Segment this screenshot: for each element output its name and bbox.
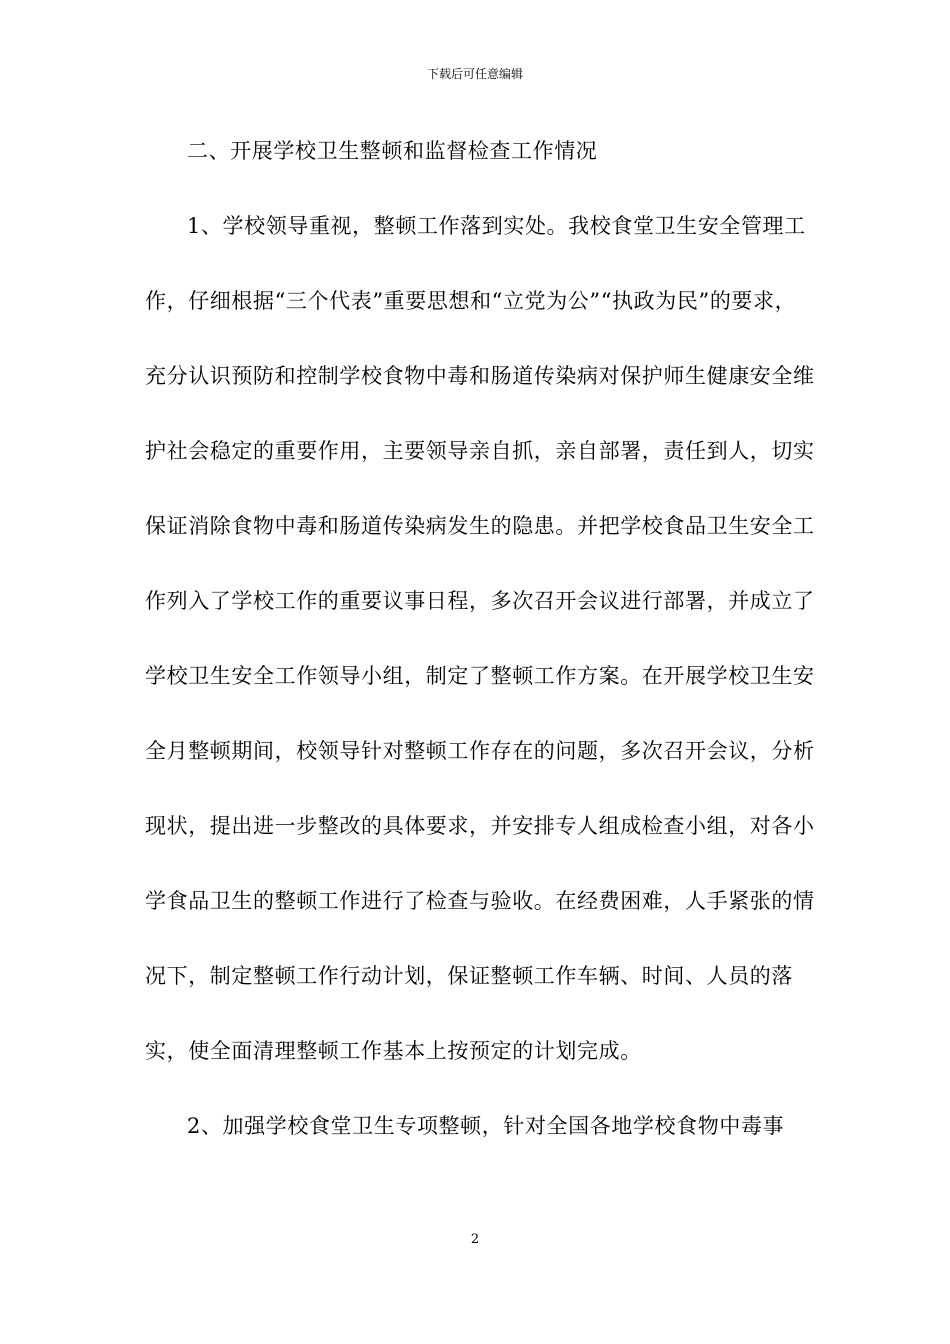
paragraph-2: 2、加强学校食堂卫生专项整顿，针对全国各地学校食物中毒事 bbox=[187, 1114, 785, 1138]
paragraph-1: 1、学校领导重视，整顿工作落到实处。我校食堂卫生安全管理工作，仔细根据“三个代表”重要思想和“立党为公”“执政为民”的要求，充分认识预防和控制学校食物中毒和肠道传染病对保护师生健康安全维护社会稳定的重要作用，主要领导亲自抓，亲自部署，责任到人，切实保证消除食物中毒和肠道传染病发生的隐患。并把学校食品卫生安全工作列入了学校工作的重要议事日程，多次召开会议进行部署，并成立了学校卫生安全工作领导小组，制定了整顿工作方案。在开展学校卫生安全月整顿期间，校领导针对整顿工作存在的问题，多次召开会议，分析现状，提出进一步整改的具体要求，并安排专人组成检查小组，对各小学食品卫生的整顿工作进行了检查与验收。在经费困难，人手紧张的情况下，制定整顿工作行动计划，保证整顿工作车辆、时间、人员的落实，使全面清理整顿工作基本上按预定的计划完成。 bbox=[145, 214, 815, 1063]
section-heading: 二、开展学校卫生整顿和监督检查工作情况 bbox=[187, 139, 598, 163]
page-number: 2 bbox=[470, 1232, 480, 1247]
page-header: 下载后可任意编辑 bbox=[426, 67, 523, 81]
document-body bbox=[145, 114, 817, 1164]
